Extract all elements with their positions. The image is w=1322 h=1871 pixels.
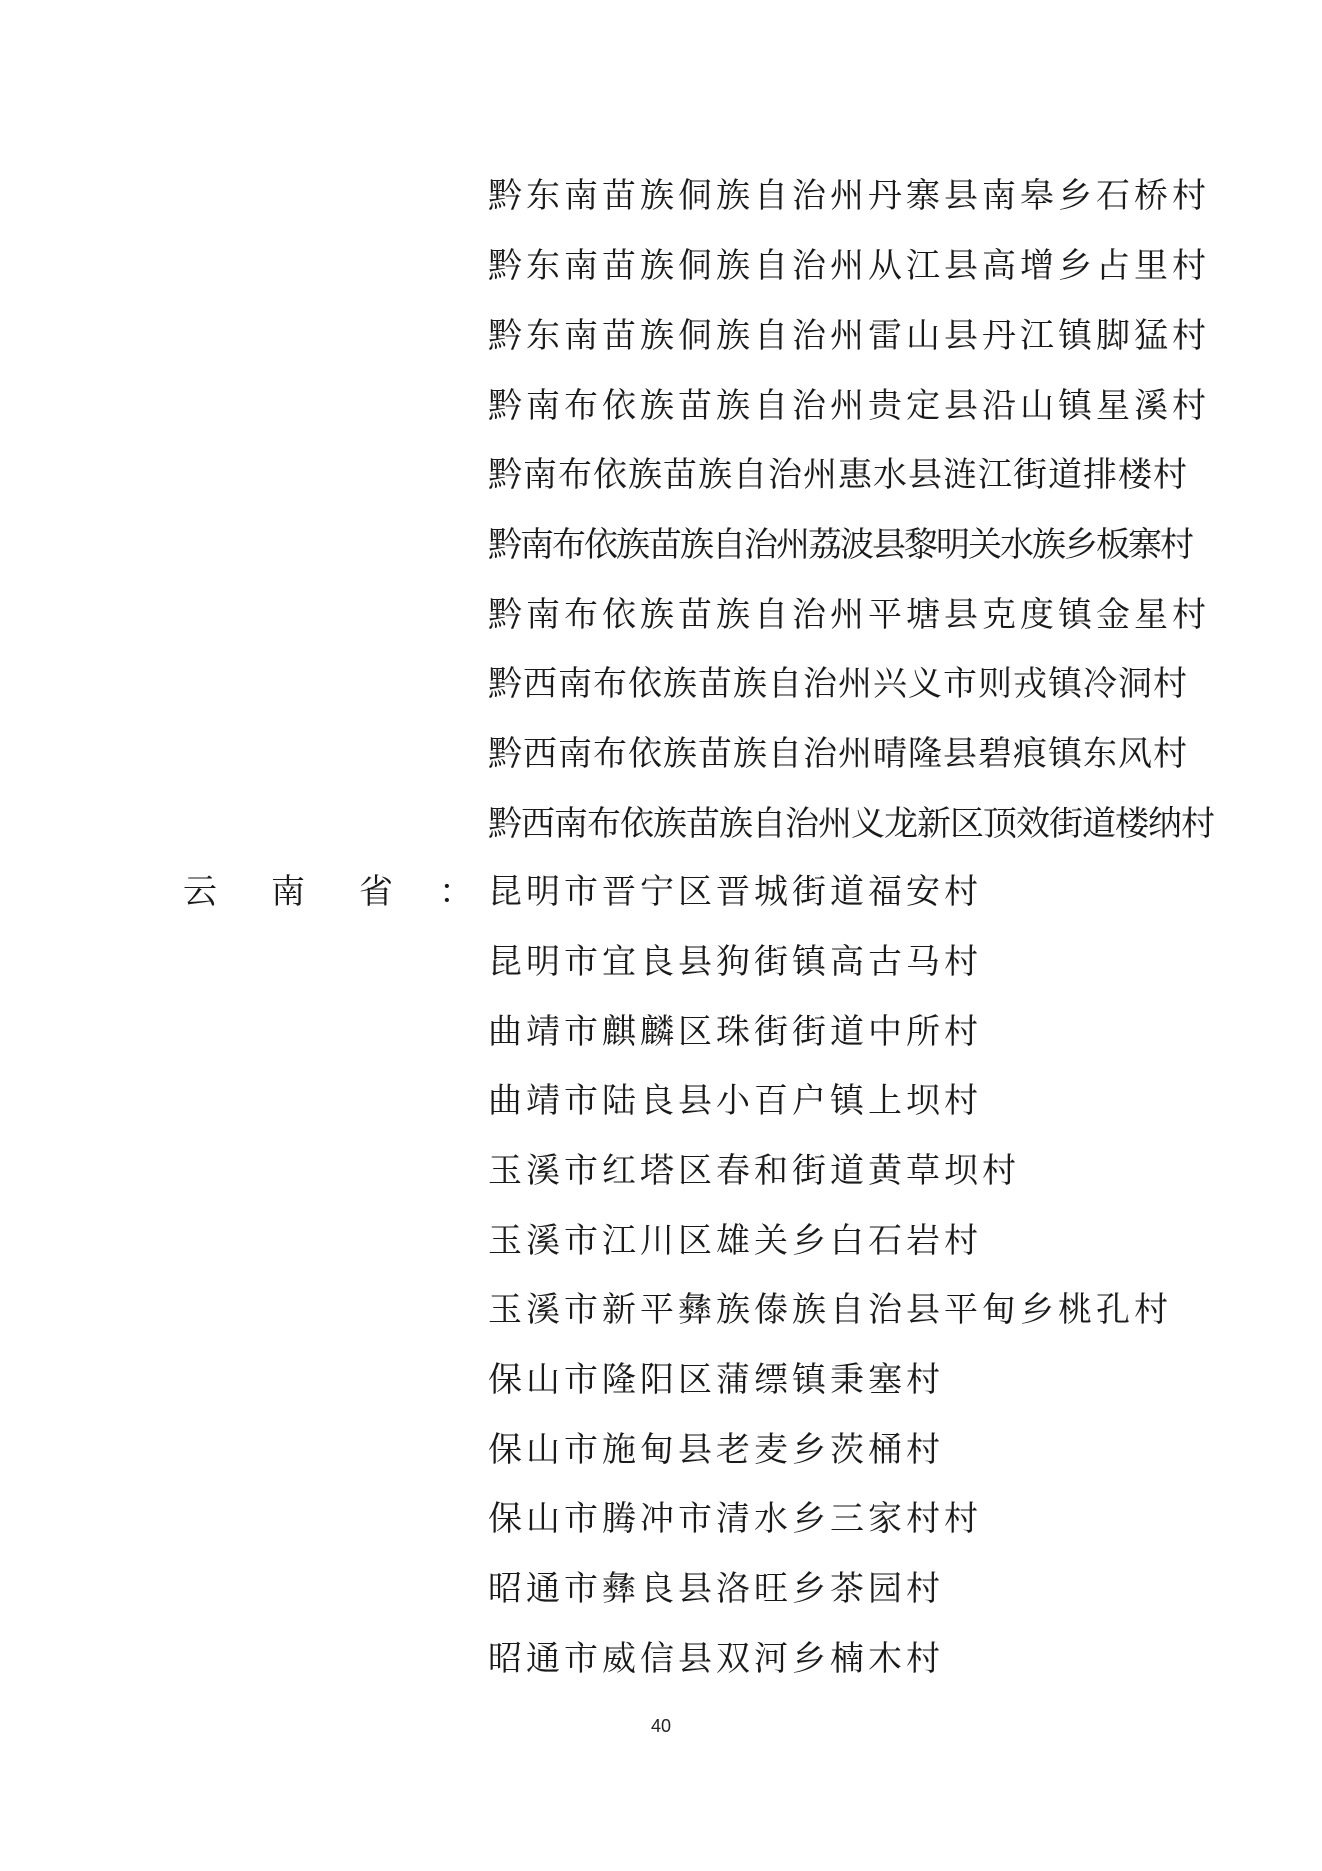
village-entry: 玉溪市新平彝族傣族自治县平甸乡桃孔村 (488, 1290, 1172, 1330)
province-label-char: 云 (183, 872, 217, 912)
village-entry: 黔西南布依族苗族自治州兴义市则戎镇冷洞村 (488, 664, 1188, 704)
village-entry: 曲靖市陆良县小百户镇上坝村 (488, 1081, 982, 1121)
village-entry: 保山市隆阳区蒲缥镇秉塞村 (488, 1360, 944, 1400)
village-entry: 昭通市威信县双河乡楠木村 (488, 1639, 944, 1679)
village-entry: 保山市腾冲市清水乡三家村村 (488, 1499, 982, 1539)
village-entry: 黔东南苗族侗族自治州丹寨县南皋乡石桥村 (488, 176, 1210, 216)
village-entry: 黔南布依族苗族自治州荔波县黎明关水族乡板寨村 (488, 525, 1192, 565)
province-label-char: 省 (359, 872, 393, 912)
province-label-yunnan (183, 872, 473, 912)
village-entry: 黔南布依族苗族自治州贵定县沿山镇星溪村 (488, 386, 1210, 426)
village-entry: 黔南布依族苗族自治州惠水县涟江街道排楼村 (488, 455, 1188, 495)
village-entry: 黔西南布依族苗族自治州晴隆县碧痕镇东风村 (488, 734, 1188, 774)
village-entry: 保山市施甸县老麦乡茨桶村 (488, 1430, 944, 1470)
village-entry: 玉溪市江川区雄关乡白石岩村 (488, 1221, 982, 1261)
province-label-char: 南 (271, 872, 305, 912)
village-entry: 玉溪市红塔区春和街道黄草坝村 (488, 1151, 1020, 1191)
village-entry: 曲靖市麒麟区珠街街道中所村 (488, 1012, 982, 1052)
village-entry: 黔东南苗族侗族自治州雷山县丹江镇脚猛村 (488, 316, 1210, 356)
village-entry: 黔东南苗族侗族自治州从江县高增乡占里村 (488, 246, 1210, 286)
village-entry: 黔西南布依族苗族自治州义龙新区顶效街道楼纳村 (488, 804, 1214, 844)
village-entry: 黔南布依族苗族自治州平塘县克度镇金星村 (488, 595, 1210, 635)
village-entry: 昆明市晋宁区晋城街道福安村 (488, 872, 982, 912)
village-entry: 昆明市宜良县狗街镇高古马村 (488, 942, 982, 982)
page-number: 40 (650, 1716, 672, 1736)
village-entry: 昭通市彝良县洛旺乡茶园村 (488, 1569, 944, 1609)
province-label-colon: ： (439, 872, 473, 912)
